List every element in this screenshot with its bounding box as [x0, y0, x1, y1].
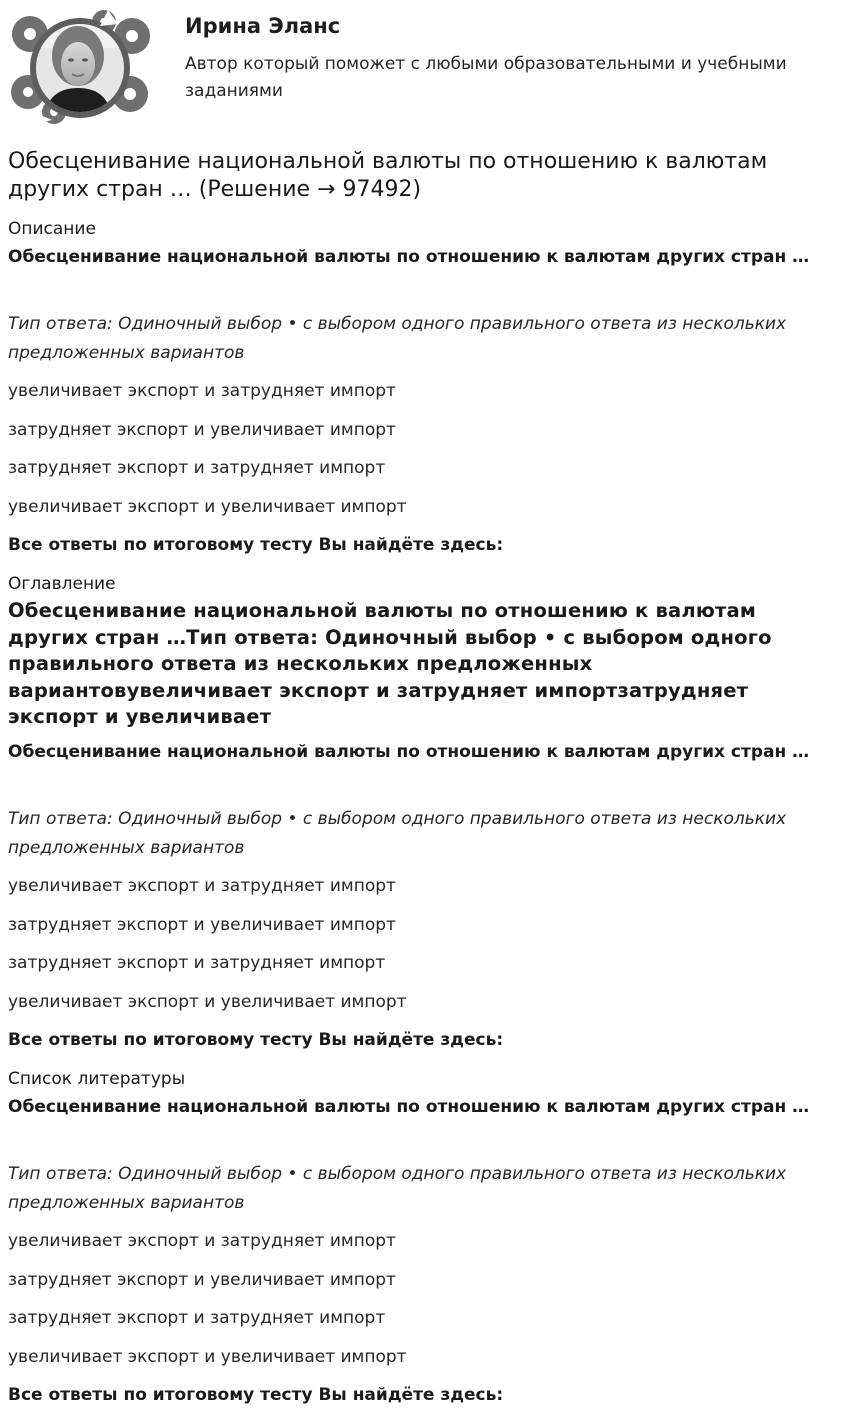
- description-answer-type: Тип ответа: Одиночный выбор • с выбором одного правильного ответа из нескольких предложенных вариантов: [8, 314, 787, 363]
- author-header: [8, 0, 841, 132]
- toc-answer-type: Тип ответа: Одиночный выбор • с выбором одного правильного ответа из нескольких предложенных вариантов: [8, 809, 787, 858]
- literature-label: Список литературы: [8, 1069, 186, 1089]
- description-option-4: увеличивает экспорт и увеличивает импорт: [8, 497, 407, 517]
- literature-question: Обесценивание национальной валюты по отношению к валютам других стран …: [8, 1097, 810, 1117]
- author-avatar: [8, 8, 152, 126]
- author-description: Автор который поможет с любыми образовательными и учебными заданиями: [185, 54, 787, 101]
- toc-option-1: увеличивает экспорт и затрудняет импорт: [8, 876, 396, 896]
- literature-option-4: увеличивает экспорт и увеличивает импорт: [8, 1347, 407, 1367]
- description-label: Описание: [8, 219, 96, 239]
- description-question: Обесценивание национальной валюты по отношению к валютам других стран …: [8, 247, 810, 267]
- toc-heading: Обесценивание национальной валюты по отношению к валютам других стран …Тип ответа: Одиночный выбор • с выбором одного правильного ответа из нескольких предложенных вариантовувеличивает экспорт и затрудняет импортзатрудняет экспорт и увеличивает: [8, 599, 772, 728]
- literature-option-3: затрудняет экспорт и затрудняет импорт: [8, 1308, 386, 1328]
- toc-label: Оглавление: [8, 574, 116, 594]
- toc-option-4: увеличивает экспорт и увеличивает импорт: [8, 992, 407, 1012]
- toc-option-2: затрудняет экспорт и увеличивает импорт: [8, 915, 396, 935]
- toc-answers-note[interactable]: Все ответы по итоговому тесту Вы найдёте здесь:: [8, 1030, 504, 1050]
- author-name[interactable]: Ирина Эланс: [185, 14, 341, 38]
- toc-option-3: затрудняет экспорт и затрудняет импорт: [8, 953, 386, 973]
- description-option-2: затрудняет экспорт и увеличивает импорт: [8, 420, 396, 440]
- page-title: Обесценивание национальной валюты по отношению к валютам других стран … (Решение → 97492): [8, 149, 768, 202]
- literature-answer-type: Тип ответа: Одиночный выбор • с выбором одного правильного ответа из нескольких предложенных вариантов: [8, 1164, 787, 1213]
- description-answers-note[interactable]: Все ответы по итоговому тесту Вы найдёте здесь:: [8, 535, 504, 555]
- description-option-1: увеличивает экспорт и затрудняет импорт: [8, 381, 396, 401]
- toc-question: Обесценивание национальной валюты по отношению к валютам других стран …: [8, 742, 810, 762]
- literature-option-1: увеличивает экспорт и затрудняет импорт: [8, 1231, 396, 1251]
- literature-answers-note[interactable]: Все ответы по итоговому тесту Вы найдёте здесь:: [8, 1385, 504, 1405]
- description-option-3: затрудняет экспорт и затрудняет импорт: [8, 458, 386, 478]
- literature-option-2: затрудняет экспорт и увеличивает импорт: [8, 1270, 396, 1290]
- page: [8, 0, 841, 1405]
